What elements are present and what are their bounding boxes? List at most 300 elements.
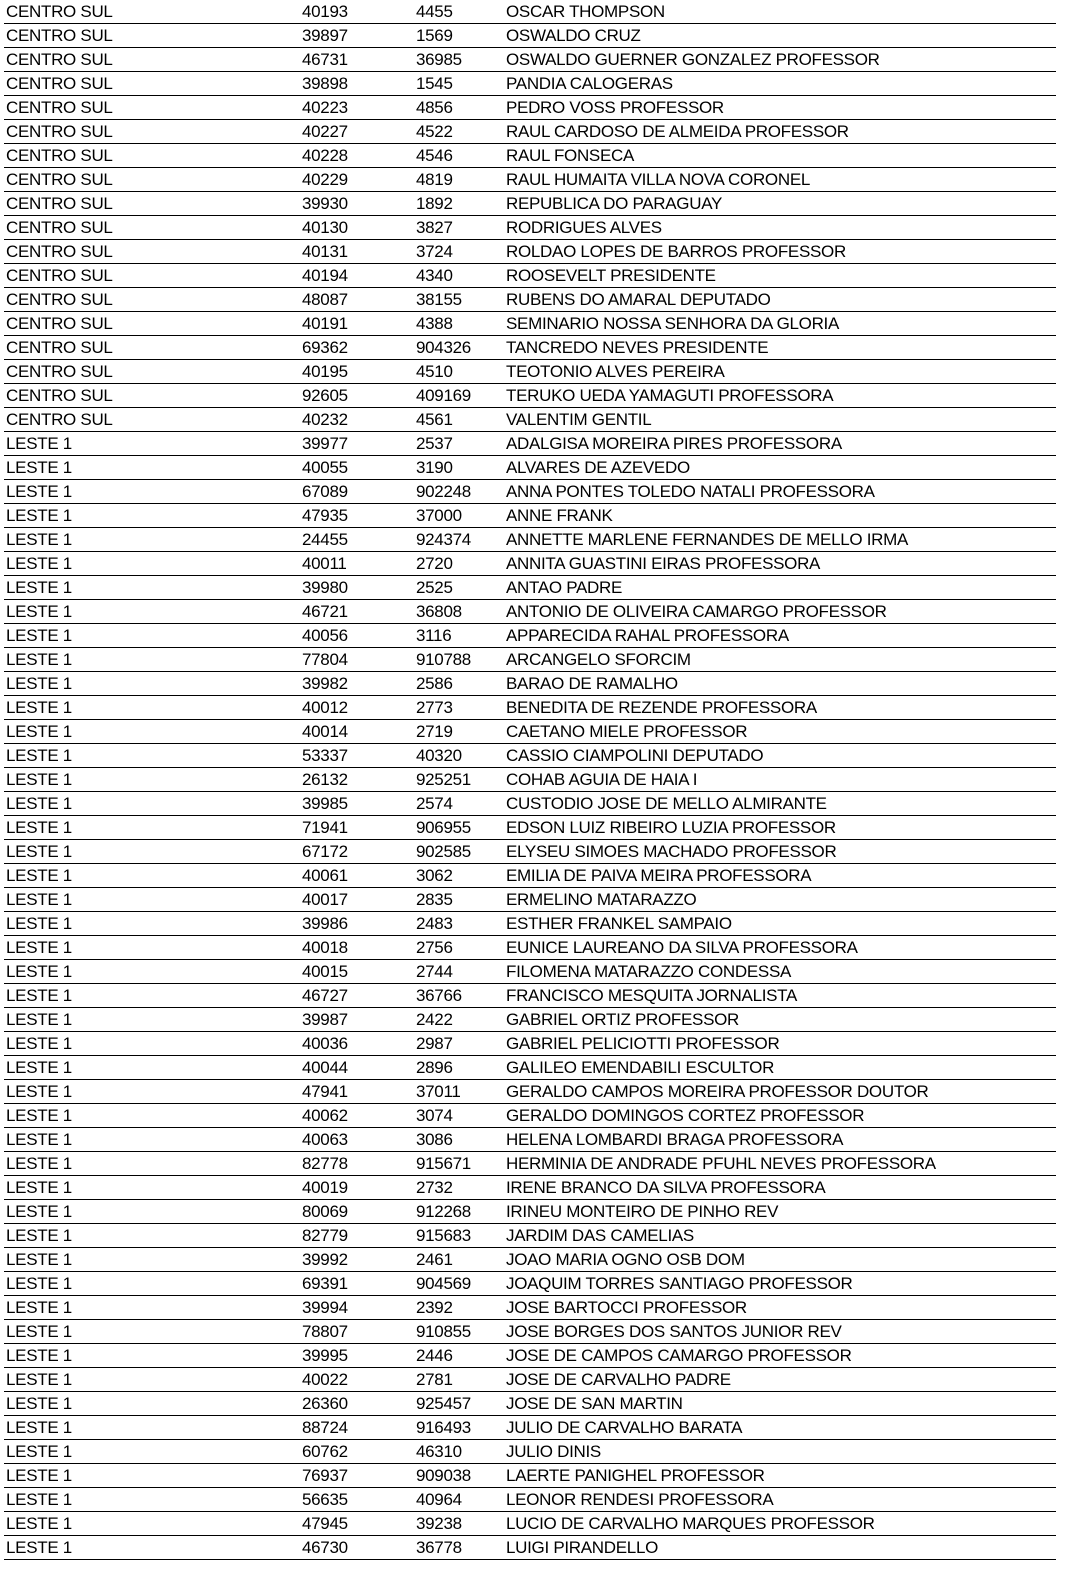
school-name-cell: ANNITA GUASTINI EIRAS PROFESSORA [504, 552, 1056, 576]
table-row [4, 648, 1056, 672]
school-name-cell: APPARECIDA RAHAL PROFESSORA [504, 624, 1056, 648]
cie-cell: 2987 [414, 1032, 504, 1056]
school-name-cell: RODRIGUES ALVES [504, 216, 1056, 240]
school-name-cell: HERMINIA DE ANDRADE PFUHL NEVES PROFESSORA [504, 1152, 1056, 1176]
code-cell: 40019 [300, 1176, 414, 1200]
region-cell: LESTE 1 [4, 456, 300, 480]
region-cell: LESTE 1 [4, 1272, 300, 1296]
cie-cell: 4856 [414, 96, 504, 120]
region-cell: LESTE 1 [4, 1176, 300, 1200]
code-cell: 40195 [300, 360, 414, 384]
code-cell: 39992 [300, 1248, 414, 1272]
table-row [4, 624, 1056, 648]
region-cell: CENTRO SUL [4, 168, 300, 192]
school-name-cell: JOSE DE CAMPOS CAMARGO PROFESSOR [504, 1344, 1056, 1368]
table-row [4, 336, 1056, 360]
school-name-cell: PEDRO VOSS PROFESSOR [504, 96, 1056, 120]
code-cell: 80069 [300, 1200, 414, 1224]
school-name-cell: ARCANGELO SFORCIM [504, 648, 1056, 672]
school-name-cell: IRINEU MONTEIRO DE PINHO REV [504, 1200, 1056, 1224]
code-cell: 82778 [300, 1152, 414, 1176]
code-cell: 40012 [300, 696, 414, 720]
code-cell: 24455 [300, 528, 414, 552]
region-cell: LESTE 1 [4, 1464, 300, 1488]
code-cell: 92605 [300, 384, 414, 408]
region-cell: CENTRO SUL [4, 336, 300, 360]
cie-cell: 40964 [414, 1488, 504, 1512]
cie-cell: 1892 [414, 192, 504, 216]
code-cell: 47935 [300, 504, 414, 528]
cie-cell: 3190 [414, 456, 504, 480]
table-row [4, 1104, 1056, 1128]
table-row [4, 1512, 1056, 1536]
table-row [4, 936, 1056, 960]
table-row [4, 552, 1056, 576]
cie-cell: 915671 [414, 1152, 504, 1176]
region-cell: LESTE 1 [4, 1104, 300, 1128]
region-cell: CENTRO SUL [4, 72, 300, 96]
code-cell: 26360 [300, 1392, 414, 1416]
school-name-cell: ERMELINO MATARAZZO [504, 888, 1056, 912]
region-cell: CENTRO SUL [4, 48, 300, 72]
table-row [4, 840, 1056, 864]
school-name-cell: JOAO MARIA OGNO OSB DOM [504, 1248, 1056, 1272]
code-cell: 67172 [300, 840, 414, 864]
cie-cell: 4388 [414, 312, 504, 336]
cie-cell: 4522 [414, 120, 504, 144]
table-row [4, 120, 1056, 144]
cie-cell: 46310 [414, 1440, 504, 1464]
cie-cell: 2446 [414, 1344, 504, 1368]
code-cell: 40015 [300, 960, 414, 984]
region-cell: LESTE 1 [4, 1488, 300, 1512]
school-name-cell: ANNA PONTES TOLEDO NATALI PROFESSORA [504, 480, 1056, 504]
school-name-cell: GERALDO CAMPOS MOREIRA PROFESSOR DOUTOR [504, 1080, 1056, 1104]
cie-cell: 2461 [414, 1248, 504, 1272]
table-row [4, 360, 1056, 384]
cie-cell: 36985 [414, 48, 504, 72]
code-cell: 40229 [300, 168, 414, 192]
table-row [4, 528, 1056, 552]
cie-cell: 902248 [414, 480, 504, 504]
code-cell: 39980 [300, 576, 414, 600]
cie-cell: 2896 [414, 1056, 504, 1080]
school-name-cell: IRENE BRANCO DA SILVA PROFESSORA [504, 1176, 1056, 1200]
school-name-cell: OSCAR THOMPSON [504, 0, 1056, 24]
school-name-cell: ROOSEVELT PRESIDENTE [504, 264, 1056, 288]
school-name-cell: HELENA LOMBARDI BRAGA PROFESSORA [504, 1128, 1056, 1152]
table-row [4, 72, 1056, 96]
school-name-cell: GERALDO DOMINGOS CORTEZ PROFESSOR [504, 1104, 1056, 1128]
cie-cell: 2835 [414, 888, 504, 912]
cie-cell: 4455 [414, 0, 504, 24]
table-row [4, 1320, 1056, 1344]
table-row [4, 264, 1056, 288]
table-row [4, 1056, 1056, 1080]
region-cell: CENTRO SUL [4, 144, 300, 168]
table-row [4, 864, 1056, 888]
cie-cell: 4510 [414, 360, 504, 384]
code-cell: 67089 [300, 480, 414, 504]
table-row [4, 408, 1056, 432]
cie-cell: 36778 [414, 1536, 504, 1560]
code-cell: 88724 [300, 1416, 414, 1440]
cie-cell: 915683 [414, 1224, 504, 1248]
region-cell: CENTRO SUL [4, 120, 300, 144]
region-cell: CENTRO SUL [4, 360, 300, 384]
table-body [4, 0, 1056, 1560]
school-name-cell: PANDIA CALOGERAS [504, 72, 1056, 96]
code-cell: 40194 [300, 264, 414, 288]
code-cell: 76937 [300, 1464, 414, 1488]
region-cell: LESTE 1 [4, 984, 300, 1008]
school-name-cell: ESTHER FRANKEL SAMPAIO [504, 912, 1056, 936]
table-row [4, 1008, 1056, 1032]
table-row [4, 216, 1056, 240]
school-name-cell: BARAO DE RAMALHO [504, 672, 1056, 696]
table-row [4, 480, 1056, 504]
code-cell: 40018 [300, 936, 414, 960]
region-cell: LESTE 1 [4, 768, 300, 792]
region-cell: LESTE 1 [4, 1248, 300, 1272]
region-cell: LESTE 1 [4, 1416, 300, 1440]
table-row [4, 1080, 1056, 1104]
cie-cell: 1545 [414, 72, 504, 96]
code-cell: 40055 [300, 456, 414, 480]
cie-cell: 2586 [414, 672, 504, 696]
code-cell: 40017 [300, 888, 414, 912]
region-cell: LESTE 1 [4, 1512, 300, 1536]
code-cell: 40061 [300, 864, 414, 888]
code-cell: 39930 [300, 192, 414, 216]
region-cell: LESTE 1 [4, 936, 300, 960]
cie-cell: 3086 [414, 1128, 504, 1152]
region-cell: LESTE 1 [4, 888, 300, 912]
school-name-cell: TANCREDO NEVES PRESIDENTE [504, 336, 1056, 360]
code-cell: 47941 [300, 1080, 414, 1104]
region-cell: LESTE 1 [4, 696, 300, 720]
table-row [4, 1464, 1056, 1488]
table-row [4, 24, 1056, 48]
table-row [4, 1488, 1056, 1512]
cie-cell: 2719 [414, 720, 504, 744]
cie-cell: 1569 [414, 24, 504, 48]
school-name-cell: JOSE BARTOCCI PROFESSOR [504, 1296, 1056, 1320]
school-name-cell: LUCIO DE CARVALHO MARQUES PROFESSOR [504, 1512, 1056, 1536]
cie-cell: 3116 [414, 624, 504, 648]
region-cell: LESTE 1 [4, 792, 300, 816]
cie-cell: 2744 [414, 960, 504, 984]
school-name-cell: RUBENS DO AMARAL DEPUTADO [504, 288, 1056, 312]
cie-cell: 39238 [414, 1512, 504, 1536]
code-cell: 40063 [300, 1128, 414, 1152]
region-cell: LESTE 1 [4, 1128, 300, 1152]
table-row [4, 1128, 1056, 1152]
region-cell: LESTE 1 [4, 552, 300, 576]
school-name-cell: FRANCISCO MESQUITA JORNALISTA [504, 984, 1056, 1008]
region-cell: LESTE 1 [4, 1296, 300, 1320]
school-name-cell: GABRIEL PELICIOTTI PROFESSOR [504, 1032, 1056, 1056]
table-row [4, 888, 1056, 912]
region-cell: CENTRO SUL [4, 24, 300, 48]
region-cell: LESTE 1 [4, 504, 300, 528]
region-cell: CENTRO SUL [4, 312, 300, 336]
cie-cell: 36766 [414, 984, 504, 1008]
code-cell: 40223 [300, 96, 414, 120]
code-cell: 40227 [300, 120, 414, 144]
region-cell: CENTRO SUL [4, 264, 300, 288]
cie-cell: 2756 [414, 936, 504, 960]
region-cell: CENTRO SUL [4, 408, 300, 432]
cie-cell: 2773 [414, 696, 504, 720]
cie-cell: 2525 [414, 576, 504, 600]
region-cell: LESTE 1 [4, 576, 300, 600]
code-cell: 40228 [300, 144, 414, 168]
code-cell: 40130 [300, 216, 414, 240]
code-cell: 82779 [300, 1224, 414, 1248]
cie-cell: 925457 [414, 1392, 504, 1416]
region-cell: LESTE 1 [4, 960, 300, 984]
school-name-cell: OSWALDO GUERNER GONZALEZ PROFESSOR [504, 48, 1056, 72]
region-cell: LESTE 1 [4, 1008, 300, 1032]
table-row [4, 576, 1056, 600]
code-cell: 39982 [300, 672, 414, 696]
code-cell: 40011 [300, 552, 414, 576]
code-cell: 40232 [300, 408, 414, 432]
region-cell: LESTE 1 [4, 648, 300, 672]
region-cell: LESTE 1 [4, 1152, 300, 1176]
region-cell: LESTE 1 [4, 1440, 300, 1464]
region-cell: LESTE 1 [4, 840, 300, 864]
region-cell: LESTE 1 [4, 480, 300, 504]
region-cell: CENTRO SUL [4, 96, 300, 120]
school-name-cell: BENEDITA DE REZENDE PROFESSORA [504, 696, 1056, 720]
school-name-cell: ALVARES DE AZEVEDO [504, 456, 1056, 480]
code-cell: 40056 [300, 624, 414, 648]
region-cell: LESTE 1 [4, 672, 300, 696]
school-name-cell: COHAB AGUIA DE HAIA I [504, 768, 1056, 792]
school-name-cell: JOSE DE SAN MARTIN [504, 1392, 1056, 1416]
table-row [4, 1152, 1056, 1176]
school-name-cell: JOSE DE CARVALHO PADRE [504, 1368, 1056, 1392]
region-cell: CENTRO SUL [4, 216, 300, 240]
table-row [4, 744, 1056, 768]
region-cell: LESTE 1 [4, 1080, 300, 1104]
region-cell: CENTRO SUL [4, 240, 300, 264]
code-cell: 39995 [300, 1344, 414, 1368]
school-name-cell: RAUL FONSECA [504, 144, 1056, 168]
region-cell: LESTE 1 [4, 1392, 300, 1416]
cie-cell: 2781 [414, 1368, 504, 1392]
table-row [4, 1200, 1056, 1224]
code-cell: 53337 [300, 744, 414, 768]
cie-cell: 924374 [414, 528, 504, 552]
code-cell: 71941 [300, 816, 414, 840]
cie-cell: 40320 [414, 744, 504, 768]
code-cell: 40131 [300, 240, 414, 264]
school-name-cell: ELYSEU SIMOES MACHADO PROFESSOR [504, 840, 1056, 864]
region-cell: CENTRO SUL [4, 192, 300, 216]
region-cell: LESTE 1 [4, 720, 300, 744]
table-row [4, 1272, 1056, 1296]
cie-cell: 2732 [414, 1176, 504, 1200]
region-cell: CENTRO SUL [4, 288, 300, 312]
region-cell: LESTE 1 [4, 1320, 300, 1344]
school-name-cell: RAUL CARDOSO DE ALMEIDA PROFESSOR [504, 120, 1056, 144]
cie-cell: 909038 [414, 1464, 504, 1488]
table-row [4, 816, 1056, 840]
school-name-cell: JOAQUIM TORRES SANTIAGO PROFESSOR [504, 1272, 1056, 1296]
table-row [4, 240, 1056, 264]
code-cell: 40036 [300, 1032, 414, 1056]
code-cell: 39897 [300, 24, 414, 48]
code-cell: 39987 [300, 1008, 414, 1032]
cie-cell: 2422 [414, 1008, 504, 1032]
cie-cell: 916493 [414, 1416, 504, 1440]
region-cell: LESTE 1 [4, 600, 300, 624]
region-cell: LESTE 1 [4, 432, 300, 456]
region-cell: LESTE 1 [4, 624, 300, 648]
cie-cell: 38155 [414, 288, 504, 312]
cie-cell: 3062 [414, 864, 504, 888]
cie-cell: 910855 [414, 1320, 504, 1344]
table-row [4, 1296, 1056, 1320]
table-row [4, 696, 1056, 720]
cie-cell: 904569 [414, 1272, 504, 1296]
school-name-cell: EUNICE LAUREANO DA SILVA PROFESSORA [504, 936, 1056, 960]
school-name-cell: ANTONIO DE OLIVEIRA CAMARGO PROFESSOR [504, 600, 1056, 624]
table-row [4, 1392, 1056, 1416]
cie-cell: 912268 [414, 1200, 504, 1224]
table-row [4, 1368, 1056, 1392]
code-cell: 39977 [300, 432, 414, 456]
cie-cell: 2574 [414, 792, 504, 816]
school-name-cell: LAERTE PANIGHEL PROFESSOR [504, 1464, 1056, 1488]
code-cell: 46731 [300, 48, 414, 72]
table-row [4, 720, 1056, 744]
school-name-cell: LEONOR RENDESI PROFESSORA [504, 1488, 1056, 1512]
code-cell: 40062 [300, 1104, 414, 1128]
school-name-cell: CAETANO MIELE PROFESSOR [504, 720, 1056, 744]
school-name-cell: ANNE FRANK [504, 504, 1056, 528]
school-name-cell: GABRIEL ORTIZ PROFESSOR [504, 1008, 1056, 1032]
school-name-cell: JOSE BORGES DOS SANTOS JUNIOR REV [504, 1320, 1056, 1344]
table-row [4, 48, 1056, 72]
table-row [4, 912, 1056, 936]
region-cell: LESTE 1 [4, 1224, 300, 1248]
table-row [4, 1248, 1056, 1272]
cie-cell: 409169 [414, 384, 504, 408]
school-name-cell: TERUKO UEDA YAMAGUTI PROFESSORA [504, 384, 1056, 408]
school-name-cell: EMILIA DE PAIVA MEIRA PROFESSORA [504, 864, 1056, 888]
school-name-cell: LUIGI PIRANDELLO [504, 1536, 1056, 1560]
code-cell: 56635 [300, 1488, 414, 1512]
table-row [4, 96, 1056, 120]
table-row [4, 0, 1056, 24]
table-row [4, 1440, 1056, 1464]
cie-cell: 910788 [414, 648, 504, 672]
cie-cell: 37000 [414, 504, 504, 528]
code-cell: 69362 [300, 336, 414, 360]
region-cell: LESTE 1 [4, 744, 300, 768]
code-cell: 40191 [300, 312, 414, 336]
school-name-cell: RAUL HUMAITA VILLA NOVA CORONEL [504, 168, 1056, 192]
code-cell: 40022 [300, 1368, 414, 1392]
code-cell: 40044 [300, 1056, 414, 1080]
code-cell: 39986 [300, 912, 414, 936]
school-name-cell: FILOMENA MATARAZZO CONDESSA [504, 960, 1056, 984]
table-row [4, 1176, 1056, 1200]
table-row [4, 672, 1056, 696]
code-cell: 26132 [300, 768, 414, 792]
cie-cell: 904326 [414, 336, 504, 360]
cie-cell: 4561 [414, 408, 504, 432]
code-cell: 39985 [300, 792, 414, 816]
school-name-cell: VALENTIM GENTIL [504, 408, 1056, 432]
cie-cell: 2720 [414, 552, 504, 576]
cie-cell: 3724 [414, 240, 504, 264]
school-name-cell: JARDIM DAS CAMELIAS [504, 1224, 1056, 1248]
school-name-cell: REPUBLICA DO PARAGUAY [504, 192, 1056, 216]
table-row [4, 792, 1056, 816]
table-row [4, 192, 1056, 216]
table-row [4, 288, 1056, 312]
school-name-cell: TEOTONIO ALVES PEREIRA [504, 360, 1056, 384]
school-name-cell: OSWALDO CRUZ [504, 24, 1056, 48]
school-name-cell: CUSTODIO JOSE DE MELLO ALMIRANTE [504, 792, 1056, 816]
school-name-cell: JULIO DE CARVALHO BARATA [504, 1416, 1056, 1440]
region-cell: LESTE 1 [4, 1200, 300, 1224]
code-cell: 78807 [300, 1320, 414, 1344]
code-cell: 39994 [300, 1296, 414, 1320]
table-row [4, 312, 1056, 336]
table-row [4, 384, 1056, 408]
cie-cell: 4546 [414, 144, 504, 168]
code-cell: 46727 [300, 984, 414, 1008]
cie-cell: 37011 [414, 1080, 504, 1104]
code-cell: 39898 [300, 72, 414, 96]
code-cell: 47945 [300, 1512, 414, 1536]
table-row [4, 1344, 1056, 1368]
code-cell: 40193 [300, 0, 414, 24]
table-row [4, 168, 1056, 192]
code-cell: 40014 [300, 720, 414, 744]
region-cell: LESTE 1 [4, 1344, 300, 1368]
school-name-cell: GALILEO EMENDABILI ESCULTOR [504, 1056, 1056, 1080]
region-cell: LESTE 1 [4, 1032, 300, 1056]
cie-cell: 2537 [414, 432, 504, 456]
region-cell: LESTE 1 [4, 816, 300, 840]
code-cell: 60762 [300, 1440, 414, 1464]
region-cell: CENTRO SUL [4, 0, 300, 24]
cie-cell: 4340 [414, 264, 504, 288]
code-cell: 48087 [300, 288, 414, 312]
school-name-cell: EDSON LUIZ RIBEIRO LUZIA PROFESSOR [504, 816, 1056, 840]
school-name-cell: ANNETTE MARLENE FERNANDES DE MELLO IRMA [504, 528, 1056, 552]
cie-cell: 906955 [414, 816, 504, 840]
region-cell: LESTE 1 [4, 864, 300, 888]
table-row [4, 504, 1056, 528]
code-cell: 69391 [300, 1272, 414, 1296]
table-row [4, 1224, 1056, 1248]
cie-cell: 2392 [414, 1296, 504, 1320]
region-cell: LESTE 1 [4, 1368, 300, 1392]
school-name-cell: CASSIO CIAMPOLINI DEPUTADO [504, 744, 1056, 768]
school-name-cell: SEMINARIO NOSSA SENHORA DA GLORIA [504, 312, 1056, 336]
region-cell: LESTE 1 [4, 1536, 300, 1560]
code-cell: 77804 [300, 648, 414, 672]
school-name-cell: ANTAO PADRE [504, 576, 1056, 600]
